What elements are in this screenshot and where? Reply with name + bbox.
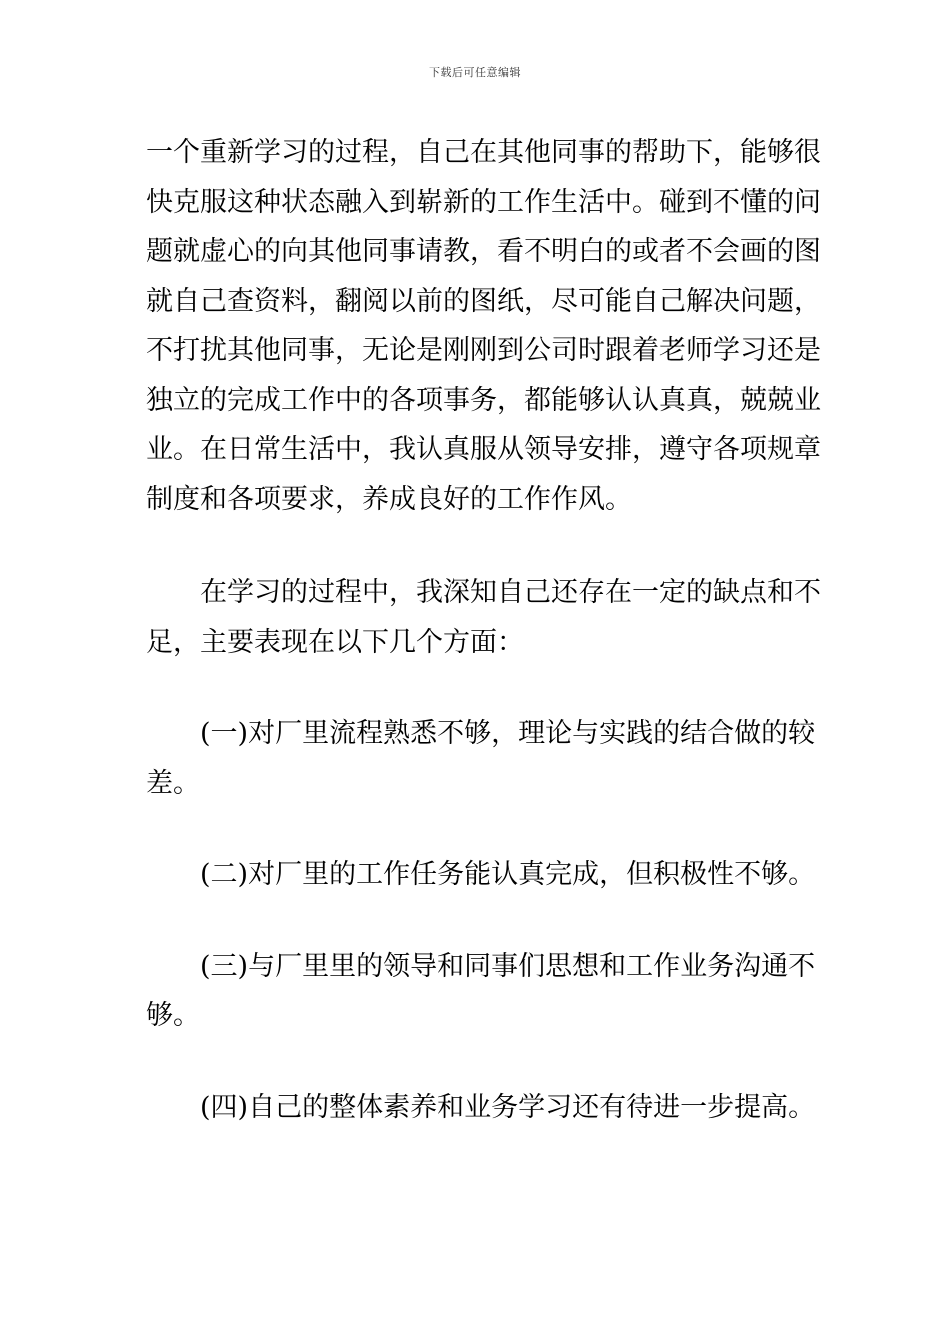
paragraph-spacer	[146, 1041, 808, 1083]
text-line: 快克服这种状态融入到崭新的工作生活中。碰到不懂的问	[146, 186, 821, 218]
text-line: 独立的完成工作中的各项事务，都能够认认真真，兢兢业	[146, 384, 821, 416]
text-line: 就自己查资料，翻阅以前的图纸，尽可能自己解决问题，	[146, 285, 821, 317]
paragraph-spacer	[146, 808, 808, 850]
text-line: 制度和各项要求，养成良好的工作作风。	[146, 483, 632, 515]
page-header-note: 下载后可任意编辑	[429, 66, 521, 79]
text-line: (四)自己的整体素养和业务学习还有待进一步提高。	[200, 1091, 816, 1123]
paragraph-spacer	[146, 667, 808, 709]
paragraph-spacer	[146, 524, 808, 568]
paragraph-item-1	[146, 709, 816, 808]
text-line: 业。在日常生活中，我认真服从领导安排，遵守各项规章	[146, 434, 821, 465]
text-line: 够。	[146, 1000, 200, 1031]
text-line: (二)对厂里的工作任务能认真完成，但积极性不够。	[200, 859, 816, 890]
text-line: (一)对厂里流程熟悉不够，理论与实践的结合做的较	[200, 718, 816, 749]
paragraph-work-summary	[146, 128, 821, 524]
text-line: (三)与厂里里的领导和同事们思想和工作业务沟通不	[200, 950, 816, 982]
paragraph-item-4	[146, 1083, 816, 1133]
paragraph-spacer	[146, 900, 808, 942]
text-line: 差。	[146, 767, 200, 799]
paragraph-item-3	[146, 942, 816, 1041]
text-line: 一个重新学习的过程，自己在其他同事的帮助下，能够很	[146, 137, 821, 168]
text-line: 在学习的过程中，我深知自己还存在一定的缺点和不	[200, 577, 821, 608]
text-line: 不打扰其他同事，无论是刚刚到公司时跟着老师学习还是	[146, 335, 821, 366]
paragraph-item-2	[146, 850, 816, 900]
text-line: 足，主要表现在以下几个方面：	[146, 626, 524, 658]
text-line: 题就虚心的向其他同事请教，看不明白的或者不会画的图	[146, 236, 821, 267]
paragraph-shortcomings-intro	[146, 568, 821, 667]
document-body	[146, 128, 821, 1132]
